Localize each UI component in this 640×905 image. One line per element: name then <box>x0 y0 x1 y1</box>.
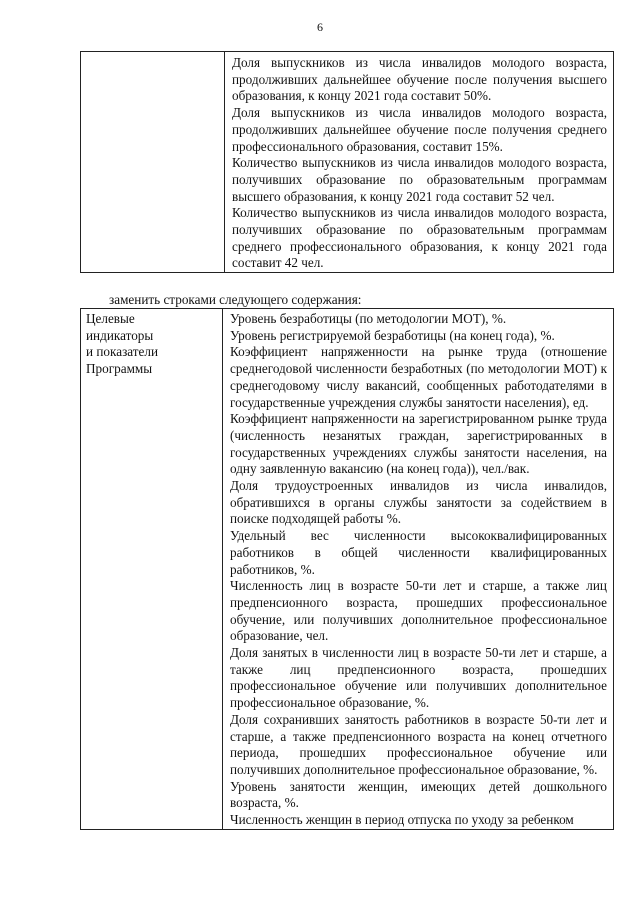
paragraph: Количество выпускников из числа инвалидов молодого возраста, получивших образование по образовательным программам среднего профессионального образования, к концу 2021 года составит 42 чел. <box>232 205 607 271</box>
paragraph: Доля сохранивших занятость работников в возрасте 50-ти лет и старше, а также предпенсионного возраста на конец отчетного периода, прошедших профессиональное обучение или получивших дополнительное профессиональное образование, %. <box>230 711 607 777</box>
replace-instruction: заменить строками следующего содержания: <box>109 292 362 307</box>
paragraph: Уровень регистрируемой безработицы (на конец года), %. <box>230 327 555 343</box>
paragraph: Коэффициент напряженности на зарегистрированном рынке труда (численность незанятых граждан, зарегистрированных в государственных учреждениях службы занятости населения, на одну заявленную вакансию (на конец года)), чел./вак. <box>230 411 607 477</box>
main-table <box>80 308 614 830</box>
paragraph: Количество выпускников из числа инвалидов молодого возраста, получивших образование по образовательным программам высшего образования, к концу 2021 года составит 52 чел. <box>232 155 607 204</box>
paragraph: Численность лиц в возрасте 50-ти лет и старше, а также лиц предпенсионного возраста, прошедших профессиональное обучение, или получивших дополнительное профессиональное образование, чел. <box>230 578 607 644</box>
label-line: индикаторы <box>86 327 154 343</box>
paragraph: Коэффициент напряженности на рынке труда (отношение среднегодовой численности безработных (по методологии МОТ) к среднегодовому числу вакансий, сообщенных работодателями в государственные учреждения службы занятости населения), ед. <box>230 344 607 410</box>
paragraph: Доля трудоустроенных инвалидов из числа инвалидов, обратившихся в органы службы занятости за содействием в поиске подходящей работы %. <box>230 478 607 527</box>
top-table <box>80 51 614 273</box>
indicators-label-cell <box>81 309 223 830</box>
label-line: и показатели <box>86 344 159 360</box>
page-number: 6 <box>317 20 323 34</box>
top-table-right-cell <box>225 52 614 273</box>
top-table-left-cell <box>81 52 225 273</box>
paragraph: Доля выпускников из числа инвалидов молодого возраста, продолживших дальнейшее обучение после получения высшего образования, к концу 2021 года составит 50%. <box>232 55 607 104</box>
paragraph: Доля выпускников из числа инвалидов молодого возраста, продолживших дальнейшее обучение после получения среднего профессионального образования, составит 15%. <box>232 105 607 154</box>
paragraph: Доля занятых в численности лиц в возрасте 50-ти лет и старше, а также лиц предпенсионного возраста, прошедших профессиональное обучение или получивших дополнительное профессиональное образование, %. <box>230 645 607 711</box>
paragraph: Удельный вес численности высококвалифицированных работников в общей численности квалифицированных работников, %. <box>230 528 607 577</box>
paragraph: Численность женщин в период отпуска по уходу за ребенком <box>230 812 574 828</box>
label-line: Целевые <box>86 311 135 326</box>
label-line: Программы <box>86 361 153 377</box>
paragraph: Уровень занятости женщин, имеющих детей дошкольного возраста, %. <box>230 778 607 811</box>
paragraph: Уровень безработицы (по методологии МОТ), %. <box>230 311 507 326</box>
indicators-list-cell <box>223 309 614 830</box>
